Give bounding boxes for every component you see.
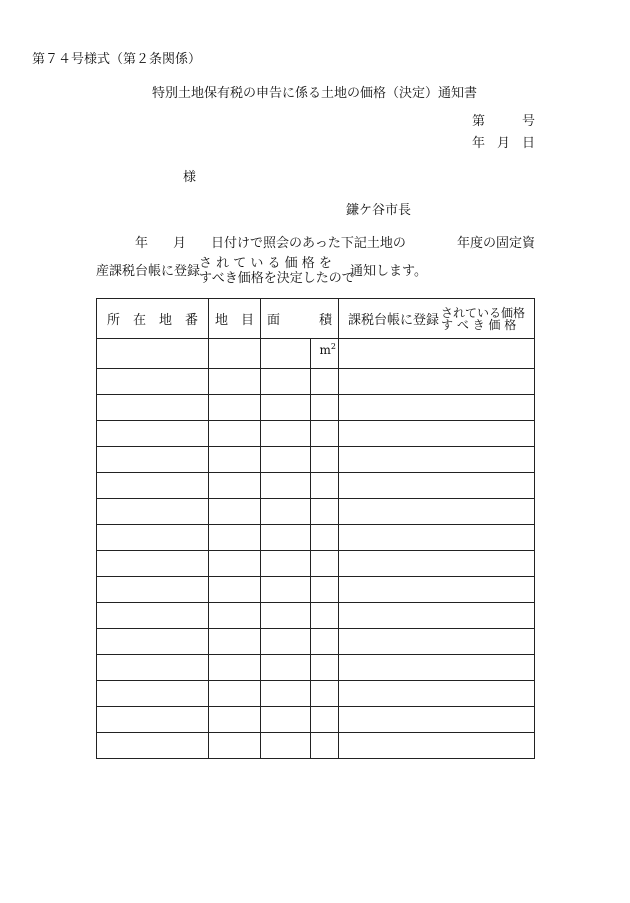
cell-area-fraction xyxy=(311,339,339,369)
table-row xyxy=(97,369,535,395)
cell-area xyxy=(261,339,311,369)
table-row xyxy=(97,629,535,655)
cell-location xyxy=(97,421,209,447)
cell-land-category xyxy=(209,447,261,473)
cell-price xyxy=(339,655,535,681)
cell-land-category xyxy=(209,525,261,551)
cell-location xyxy=(97,447,209,473)
table-row xyxy=(97,707,535,733)
table-row xyxy=(97,577,535,603)
header-price-prefix: 課税台帳に登録 xyxy=(347,313,439,328)
cell-location xyxy=(97,525,209,551)
cell-area-fraction xyxy=(311,499,339,525)
date-day: 日 xyxy=(522,136,536,151)
cell-area-fraction xyxy=(311,577,339,603)
cell-location xyxy=(97,707,209,733)
cell-price xyxy=(339,369,535,395)
cell-area xyxy=(261,395,311,421)
cell-price xyxy=(339,473,535,499)
table-row xyxy=(97,655,535,681)
cell-area xyxy=(261,447,311,473)
cell-location xyxy=(97,473,209,499)
cell-location xyxy=(97,733,209,759)
cell-area xyxy=(261,655,311,681)
cell-land-category xyxy=(209,655,261,681)
header-price-bottom: す べ き 価 格 xyxy=(441,317,517,332)
cell-location xyxy=(97,395,209,421)
cell-area-fraction xyxy=(311,551,339,577)
cell-price xyxy=(339,551,535,577)
land-table xyxy=(96,298,535,759)
cell-area-fraction xyxy=(311,473,339,499)
cell-land-category xyxy=(209,499,261,525)
cell-area-fraction xyxy=(311,395,339,421)
cell-price xyxy=(339,733,535,759)
cell-area-fraction xyxy=(311,629,339,655)
table-row xyxy=(97,473,535,499)
cell-land-category xyxy=(209,421,261,447)
cell-price xyxy=(339,395,535,421)
cell-price xyxy=(339,447,535,473)
cell-area-fraction xyxy=(311,733,339,759)
form-id: 第７４号様式（第２条関係） xyxy=(32,52,202,67)
body-alt-bottom: すべき価格を決定したので xyxy=(199,271,355,286)
cell-price xyxy=(339,629,535,655)
cell-location xyxy=(97,629,209,655)
table-row xyxy=(97,681,535,707)
table-row xyxy=(97,733,535,759)
cell-area-fraction xyxy=(311,447,339,473)
header-price-top: されている価格 xyxy=(441,305,526,320)
cell-land-category xyxy=(209,369,261,395)
cell-area xyxy=(261,421,311,447)
table-row xyxy=(97,447,535,473)
cell-area xyxy=(261,551,311,577)
cell-land-category xyxy=(209,577,261,603)
cell-location xyxy=(97,603,209,629)
number-dai: 第 xyxy=(472,114,486,129)
table-row xyxy=(97,499,535,525)
cell-price xyxy=(339,603,535,629)
header-price xyxy=(339,299,535,339)
cell-area-fraction xyxy=(311,525,339,551)
cell-area xyxy=(261,681,311,707)
cell-land-category xyxy=(209,395,261,421)
cell-area-fraction xyxy=(311,369,339,395)
body-fiscal-year: 年度の固定資 xyxy=(457,236,536,251)
body-line1-text: 日付けで照会のあった下記土地の xyxy=(211,236,406,251)
cell-land-category xyxy=(209,707,261,733)
cell-location xyxy=(97,499,209,525)
cell-area xyxy=(261,577,311,603)
cell-price xyxy=(339,499,535,525)
table-row xyxy=(97,421,535,447)
body-year: 年 xyxy=(135,236,149,251)
cell-area-fraction xyxy=(311,681,339,707)
cell-area-fraction xyxy=(311,421,339,447)
body-line2-start: 産課税台帳に登録 xyxy=(96,264,201,279)
cell-location xyxy=(97,655,209,681)
cell-land-category xyxy=(209,603,261,629)
cell-area-fraction xyxy=(311,603,339,629)
cell-land-category xyxy=(209,629,261,655)
cell-land-category xyxy=(209,551,261,577)
table-row xyxy=(97,603,535,629)
number-go: 号 xyxy=(522,114,536,129)
body-alt-top: さ れ て い る 価 格 を xyxy=(199,256,332,271)
cell-area xyxy=(261,369,311,395)
area-unit: $m^2$ xyxy=(319,342,336,357)
date-month: 月 xyxy=(497,136,511,151)
cell-land-category xyxy=(209,733,261,759)
cell-land-category xyxy=(209,339,261,369)
table-row xyxy=(97,525,535,551)
cell-area xyxy=(261,733,311,759)
cell-area xyxy=(261,707,311,733)
cell-location xyxy=(97,339,209,369)
cell-price xyxy=(339,577,535,603)
cell-price xyxy=(339,681,535,707)
cell-area-fraction xyxy=(311,707,339,733)
cell-price xyxy=(339,339,535,369)
cell-area-fraction xyxy=(311,655,339,681)
document-title: 特別土地保有税の申告に係る土地の価格（決定）通知書 xyxy=(152,86,478,101)
table-row xyxy=(97,395,535,421)
header-land-category: 地 目 xyxy=(209,299,261,339)
cell-area xyxy=(261,499,311,525)
cell-land-category xyxy=(209,681,261,707)
cell-location xyxy=(97,681,209,707)
issuer: 鎌ケ谷市長 xyxy=(346,203,412,218)
cell-location xyxy=(97,369,209,395)
cell-land-category xyxy=(209,473,261,499)
body-month: 月 xyxy=(173,236,187,251)
header-location: 所 在 地 番 xyxy=(97,299,209,339)
cell-area xyxy=(261,525,311,551)
cell-area xyxy=(261,473,311,499)
cell-price xyxy=(339,525,535,551)
cell-area xyxy=(261,603,311,629)
table-header-row xyxy=(97,299,535,339)
date-year: 年 xyxy=(472,136,486,151)
cell-location xyxy=(97,577,209,603)
table-row xyxy=(97,339,535,369)
cell-price xyxy=(339,421,535,447)
cell-area xyxy=(261,629,311,655)
addressee-suffix: 様 xyxy=(183,170,197,185)
cell-location xyxy=(97,551,209,577)
table-row xyxy=(97,551,535,577)
header-area: 面 積 xyxy=(261,299,339,339)
body-line2-end: 通知します。 xyxy=(350,264,427,279)
cell-price xyxy=(339,707,535,733)
